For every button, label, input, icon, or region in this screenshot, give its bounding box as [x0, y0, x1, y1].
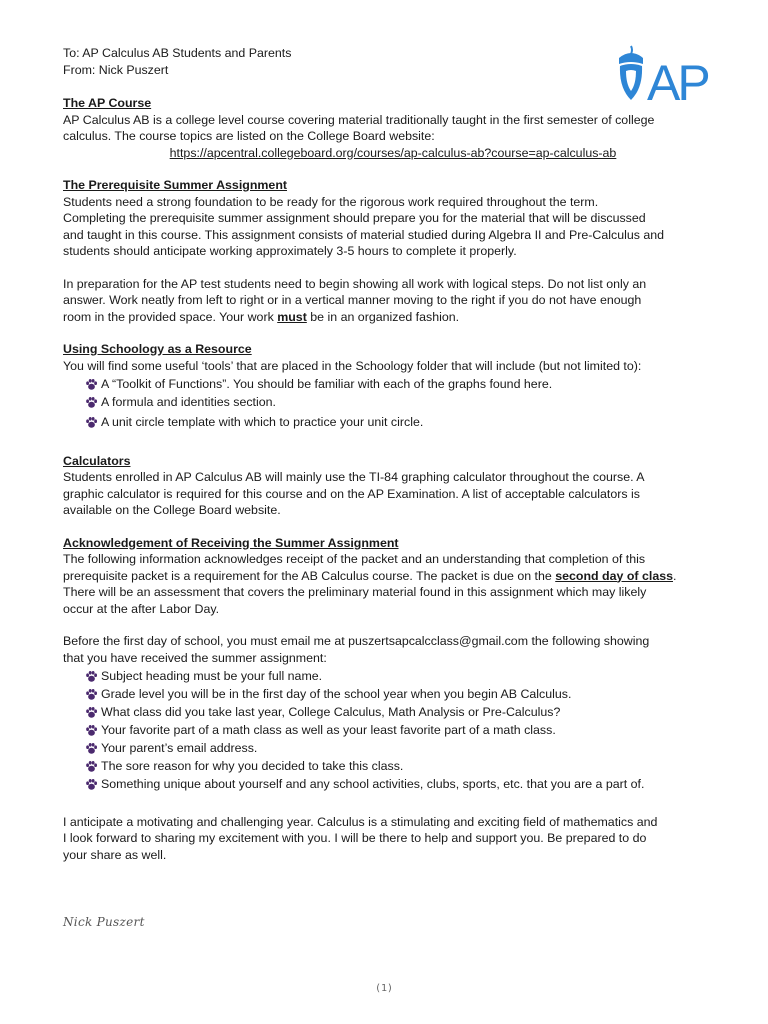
prereq-heading: The Prerequisite Summer Assignment [63, 178, 288, 192]
closing-line: I look forward to sharing my excitement with you. I will be there to help and support you. Be prepared to do [63, 831, 647, 845]
paw-bullet-icon [85, 670, 98, 683]
must-emphasis: must [277, 309, 307, 324]
paw-bullet-icon [85, 688, 98, 701]
paw-bullet-icon [85, 378, 98, 391]
prereq-p1-line: Completing the prerequisite summer assignment should prepare you for the material that will be discussed [63, 211, 646, 225]
course-heading: The AP Course [63, 96, 152, 110]
closing-line: I anticipate a motivating and challenging year. Calculus is a stimulating and exciting field of mathematics and [63, 814, 658, 829]
prereq-p2-line: answer. Work neatly from left to right or in a vertical manner moving to the right if you do not have enough [63, 293, 642, 307]
paw-bullet-icon [85, 416, 98, 429]
list-item: A formula and identities section. [63, 394, 723, 411]
paw-bullet-icon [85, 396, 98, 409]
calculators-line: graphic calculator is required for this course and on the AP Examination. A list of acceptable calculators is [63, 486, 640, 501]
schoology-heading: Using Schoology as a Resource [63, 342, 252, 356]
signature: Nick Puszert [63, 915, 145, 929]
schoology-intro: You will find some useful ‘tools’ that are placed in the Schoology folder that will include (but not limited to): [63, 358, 642, 373]
letter-body [63, 45, 723, 863]
prereq-p2-line: In preparation for the AP test students need to begin showing all work with logical steps. Do not list only an [63, 276, 647, 291]
ack-line: There will be an assessment that covers the preliminary material found in this assignment which may likely [63, 585, 647, 599]
ack-heading: Acknowledgement of Receiving the Summer Assignment [63, 535, 399, 550]
calculators-line: available on the College Board website. [63, 503, 281, 517]
prereq-p1-line: students should anticipate working approximately 3-5 hours to complete it properly. [63, 244, 517, 258]
calculators-heading: Calculators [63, 453, 131, 468]
prereq-p2-line-last: room in the provided space. Your work must be in an organized fashion. [63, 309, 460, 324]
list-item: Subject heading must be your full name. [63, 668, 723, 685]
ack-line: occur at the after Labor Day. [63, 601, 220, 616]
list-item: Your parent’s email address. [63, 740, 723, 757]
course-text-2: calculus. The course topics are listed on the College Board website: [63, 129, 435, 143]
list-item: The sore reason for why you decided to take this class. [63, 758, 723, 775]
from-line: From: Nick Puszert [63, 62, 169, 77]
due-date-emphasis: second day of class [555, 568, 673, 583]
page-number: (1) [374, 983, 394, 994]
list-item: Something unique about yourself and any school activities, clubs, sports, etc. that you are a part of. [63, 776, 723, 793]
list-item: A “Toolkit of Functions”. You should be familiar with each of the graphs found here. [63, 376, 723, 393]
ack-line: prerequisite packet is a requirement for the AB Calculus course. The packet is due on the second day of class. [63, 568, 677, 583]
prereq-p1-line: Students need a strong foundation to be ready for the rigorous work required throughout the term. [63, 194, 599, 209]
course-url-link[interactable]: https://apcentral.collegeboard.org/courses/ap-calculus-ab?course=ap-calculus-ab [169, 145, 617, 160]
paw-bullet-icon [85, 742, 98, 755]
closing-line: your share as well. [63, 847, 167, 862]
paw-bullet-icon [85, 778, 98, 791]
course-text-1: AP Calculus AB is a college level course covering material traditionally taught in the first semester of college [63, 112, 655, 127]
prereq-p1-line: and taught in this course. This assignment consists of material studied during Algebra II and Pre-Calculus and [63, 227, 665, 242]
paw-bullet-icon [85, 724, 98, 737]
list-item: Grade level you will be in the first day of the school year when you begin AB Calculus. [63, 686, 723, 703]
email-instruction: that you have received the summer assignment: [63, 650, 327, 665]
ack-line: The following information acknowledges receipt of the packet and an understanding that completion of this [63, 552, 646, 566]
list-item: Your favorite part of a math class as well as your least favorite part of a math class. [63, 722, 723, 739]
paw-bullet-icon [85, 706, 98, 719]
list-item: What class did you take last year, College Calculus, Math Analysis or Pre-Calculus? [63, 704, 723, 721]
paw-bullet-icon [85, 760, 98, 773]
logo-text: AP [647, 55, 708, 106]
calculators-line: Students enrolled in AP Calculus AB will mainly use the TI-84 graphing calculator throughout the course. A [63, 470, 645, 484]
list-item: A unit circle template with which to practice your unit circle. [63, 414, 723, 431]
to-line: To: AP Calculus AB Students and Parents [63, 46, 292, 60]
email-instruction: Before the first day of school, you must email me at puszertsapcalcclass@gmail.com the following showing [63, 634, 650, 648]
